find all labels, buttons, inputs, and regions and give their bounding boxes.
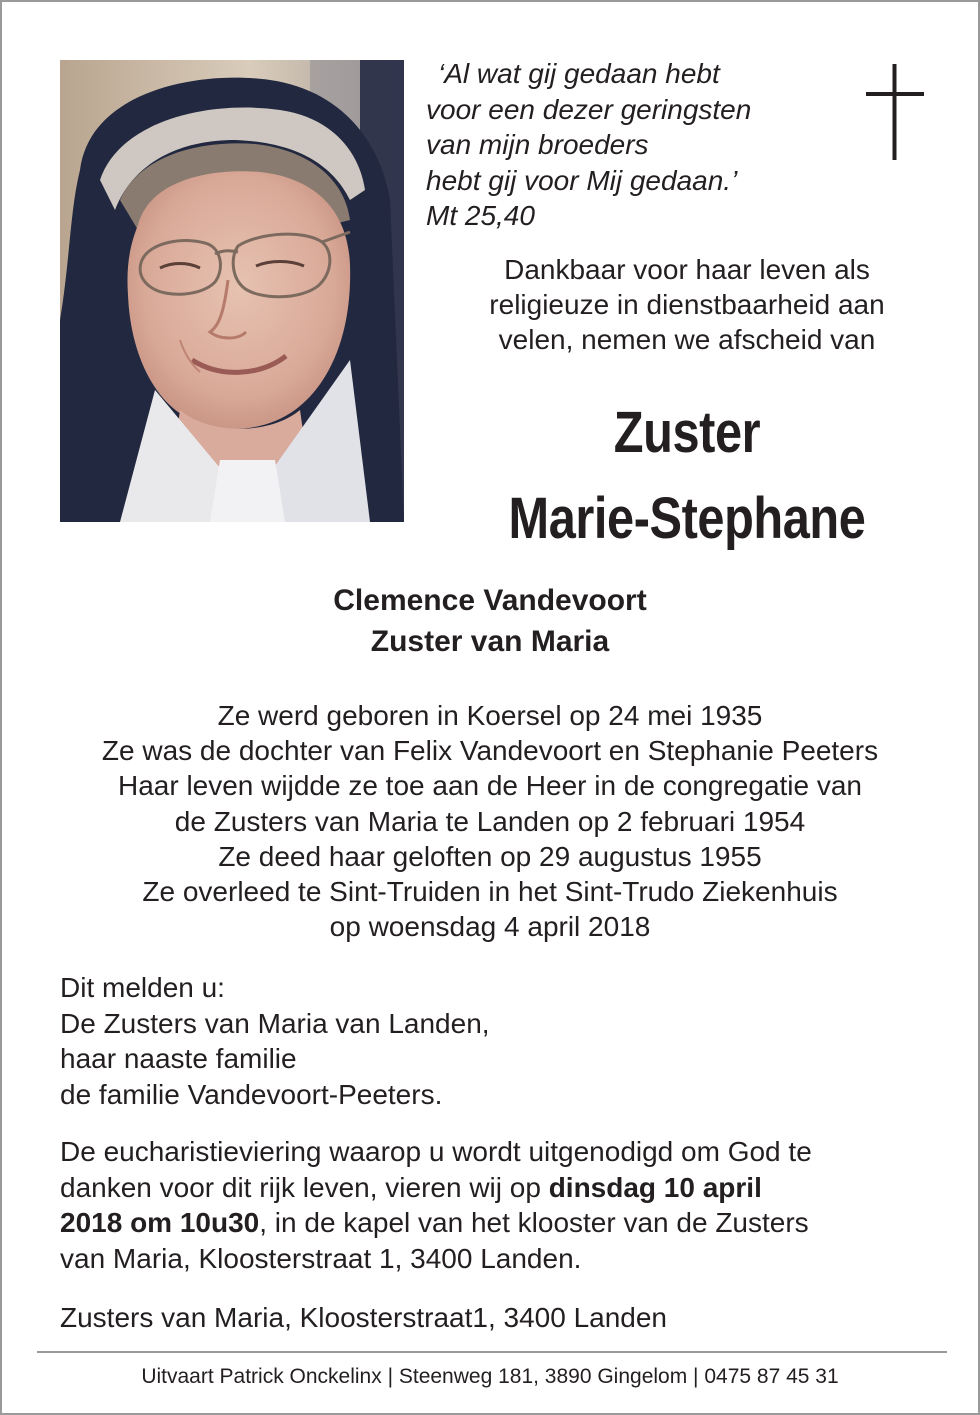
bible-quote xyxy=(426,56,751,234)
civil-name-block xyxy=(2,580,978,662)
cross-icon xyxy=(866,64,924,160)
bio-line: Ze overleed te Sint-Truiden in het Sint-Trudo Ziekenhuis xyxy=(142,876,838,908)
ceremony-time: 2018 om 10u30 xyxy=(60,1207,260,1238)
name-title: Zuster xyxy=(613,400,761,465)
ceremony-text: , in de kapel van het klooster van de Zusters xyxy=(259,1207,809,1238)
religious-name xyxy=(473,390,901,562)
quote-line: ‘Al wat gij gedaan hebt xyxy=(438,58,720,89)
bio-line: Ze werd geboren in Koersel op 24 mei 1935 xyxy=(217,700,763,731)
quote-line: voor een dezer geringsten xyxy=(426,93,752,125)
ceremony-line: van Maria, Kloosterstraat 1, 3400 Landen. xyxy=(60,1242,582,1274)
contact-address: Zusters van Maria, Kloosterstraat1, 3400 Landen xyxy=(60,1302,668,1333)
divider xyxy=(37,1351,947,1353)
civil-name: Clemence Vandevoort xyxy=(333,584,647,617)
announcement xyxy=(60,970,490,1112)
ceremony-line xyxy=(60,1205,940,1241)
ceremony-line xyxy=(60,1170,940,1206)
portrait-photo xyxy=(60,60,404,522)
bio-line: de Zusters van Maria te Landen op 2 februari 1954 xyxy=(174,805,806,837)
bio-line: Ze was de dochter van Felix Vandevoort en Stephanie Peeters xyxy=(101,735,879,767)
biography xyxy=(2,698,978,944)
ceremony-info xyxy=(60,1134,940,1276)
name-main: Marie-Stephane xyxy=(508,486,866,551)
quote-line: van mijn broeders xyxy=(426,129,649,160)
funeral-home-footer: Uitvaart Patrick Onckelinx | Steenweg 181, 3890 Gingelom | 0475 87 45 31 xyxy=(141,1365,839,1388)
bio-line: op woensdag 4 april 2018 xyxy=(329,911,651,943)
quote-line: hebt gij voor Mij gedaan.’ xyxy=(426,164,738,196)
intro-line: velen, nemen we afscheid van xyxy=(498,324,876,355)
quote-reference: Mt 25,40 xyxy=(426,200,535,231)
intro-line: religieuze in dienstbaarheid aan xyxy=(489,289,885,320)
intro-line: Dankbaar voor haar leven als xyxy=(504,254,870,285)
intro-text xyxy=(432,252,942,357)
bio-line: Ze deed haar geloften op 29 augustus 1955 xyxy=(218,840,762,872)
announce-line: de familie Vandevoort-Peeters. xyxy=(60,1078,443,1110)
ceremony-date: dinsdag 10 april xyxy=(548,1171,762,1203)
congregation-name: Zuster van Maria xyxy=(370,625,610,658)
announce-line: De Zusters van Maria van Landen, xyxy=(60,1007,490,1039)
ceremony-text: danken voor dit rijk leven, vieren wij op xyxy=(60,1171,549,1203)
bio-line: Haar leven wijdde ze toe aan de Heer in de congregatie van xyxy=(117,770,863,802)
announce-line: haar naaste familie xyxy=(60,1043,297,1074)
announce-line: Dit melden u: xyxy=(60,972,225,1003)
ceremony-line: De eucharistieviering waarop u wordt uitgenodigd om God te xyxy=(60,1136,812,1167)
